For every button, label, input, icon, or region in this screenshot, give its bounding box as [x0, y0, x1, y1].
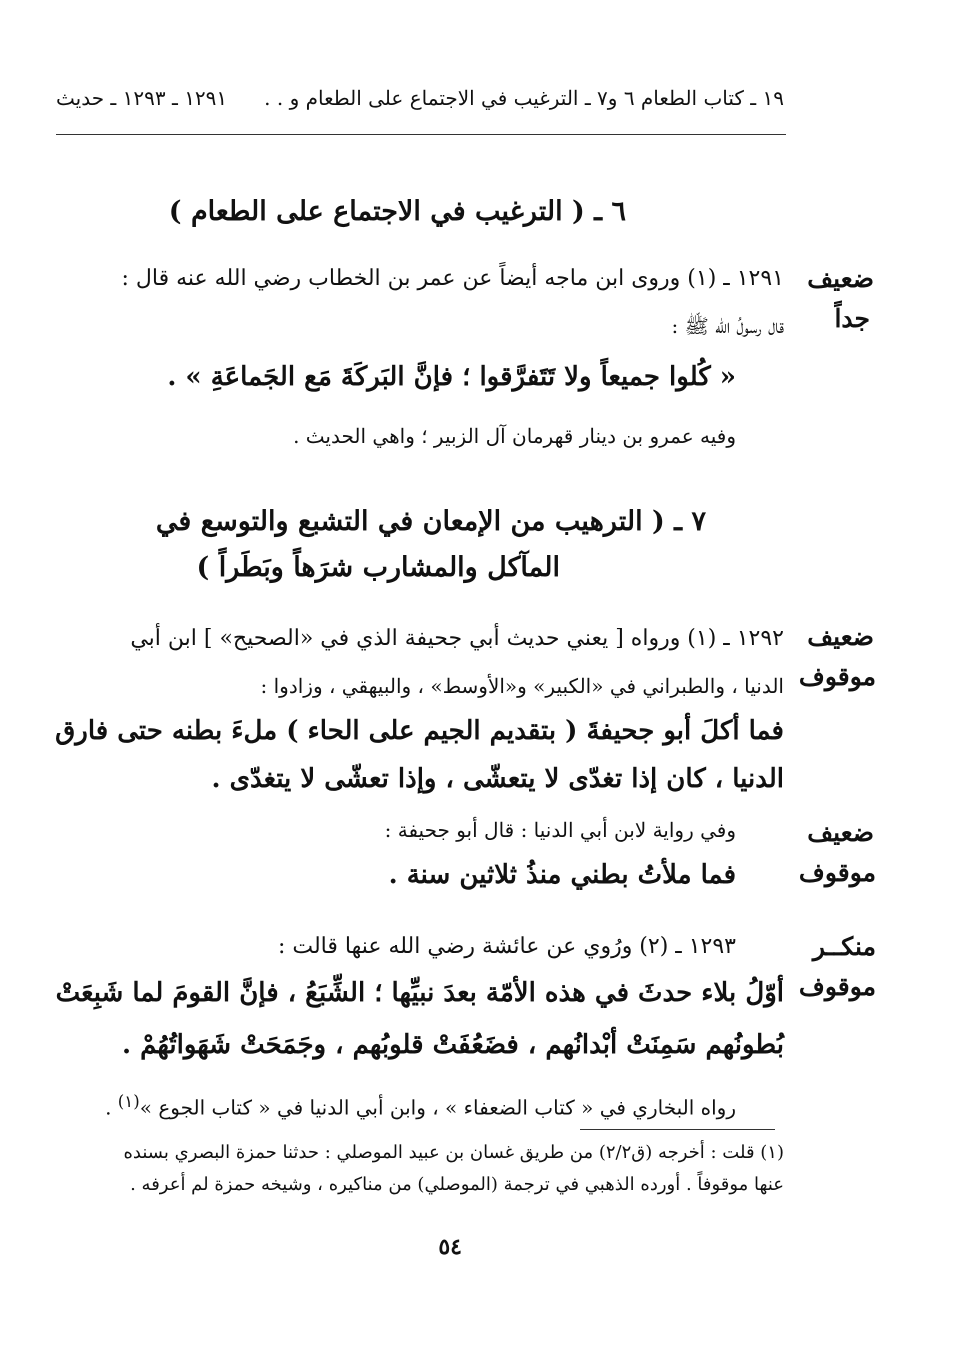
- hadith-1292-matn-line3: فما ملأتُ بطني منذُ ثلاثين سنة .: [388, 860, 736, 890]
- hadith-1292-line2: الدنيا ، والطبراني في «الكبير» و«الأوسط» ، والبيهقي ، وزادوا :: [260, 674, 784, 698]
- hadith-1293-source: [105, 1092, 736, 1120]
- hadith-1292-riwaya: وفي رواية لابن أبي الدنيا : قال أبو جحيفة :: [384, 818, 736, 842]
- hadith-1293-matn-line2: بُطونُهم سَمِنَتْ أبْدانُهم ، فضَعُفَتْ قلوبُهم ، وجَمَحَتْ شَهَواتُهُمْ .: [122, 1030, 784, 1060]
- grade-1292-line1: ضعيف: [807, 622, 874, 651]
- hadith-1291-note: وفيه عمرو بن دينار قهرمان آل الزبير ؛ واهي الحديث .: [293, 424, 736, 448]
- hadith-1291-matn: « كُلوا جميعاً ولا تَتَفرَّقوا ؛ فإنَّ البَركَةَ مَع الجَماعَةِ » .: [167, 362, 736, 392]
- running-header-left: ١٢٩١ ـ ١٢٩٣ ـ حديث: [56, 86, 228, 110]
- grade-1293-line1: منكــر: [812, 932, 876, 961]
- chapter-6-title: ٦ ـ ( الترغيب في الاجتماع على الطعام ): [168, 196, 626, 227]
- grade-1291-line2: جداً: [834, 304, 870, 333]
- hadith-1293-source-text: رواه البخاري في « كتاب الضعفاء » ، وابن أبي الدنيا في « كتاب الجوع »: [139, 1095, 736, 1120]
- hadith-1292-intro: ١٢٩٢ ـ (١) ورواه [ يعني حديث أبي جحيفة الذي في «الصحيح» ] ابن أبي: [130, 626, 784, 651]
- grade-1292b-line1: ضعيف: [807, 818, 874, 847]
- grade-1292-line2: موقوف: [798, 662, 876, 691]
- hadith-1292-matn-line1: فما أكلَ أبو جحيفةَ ( بتقديم الجيم على الحاء ) ملءَ بطنه حتى فارق: [55, 716, 784, 746]
- hadith-1292-matn-line2: الدنيا ، كان إذا تغدّى لا يتعشّى ، وإذا تعشّى لا يتغدّى .: [211, 764, 784, 794]
- hadith-1293-matn-line1: أوّلُ بلاء حدثَ في هذه الأمّة بعدَ نبيِّها ؛ الشِّبَعُ ، فإنَّ القومَ لما شَبِعَتْ: [55, 978, 784, 1008]
- chapter-7-title-line2: المآكل والمشارب شرَهاً وبَطَراً ): [196, 552, 560, 583]
- grade-1293-line2: موقوف: [798, 972, 876, 1001]
- grade-1291-line1: ضعيف: [807, 264, 874, 293]
- footnote-rule: [580, 1129, 775, 1130]
- footnote-line2: عنها موقوفاً . أورده الذهبي في ترجمة (الموصلي) من مناكيره ، وشيخه حمزة لم أعرفه .: [130, 1174, 784, 1195]
- hadith-1291-line2: قال رسولُ الله ﷺ :: [671, 314, 784, 338]
- header-rule: [56, 134, 786, 135]
- footnote-line1: (١) قلت : أخرجه (ق٢/٢) من طريق غسان بن عبيد الموصلي : حدثنا حمزة البصري بسنده: [123, 1142, 784, 1163]
- hadith-1291-intro: ١٢٩١ ـ (١) وروى ابن ماجه أيضاً عن عمر بن الخطاب رضي الله عنه قال :: [121, 266, 784, 291]
- hadith-1293-intro: ١٢٩٣ ـ (٢) ورُوي عن عائشة رضي الله عنها قالت :: [277, 934, 736, 959]
- footnote-ref[interactable]: (١): [117, 1092, 140, 1111]
- page-number: ٥٤: [438, 1234, 462, 1260]
- grade-1292b-line2: موقوف: [798, 858, 876, 887]
- chapter-7-title-line1: ٧ ـ ( الترهيب من الإمعان في التشبع والتوسع في: [155, 506, 706, 537]
- hadith-1293-source-end: .: [105, 1095, 118, 1120]
- running-header-right: ١٩ ـ كتاب الطعام ٦ و٧ ـ الترغيب في الاجتماع على الطعام و . .: [264, 86, 784, 110]
